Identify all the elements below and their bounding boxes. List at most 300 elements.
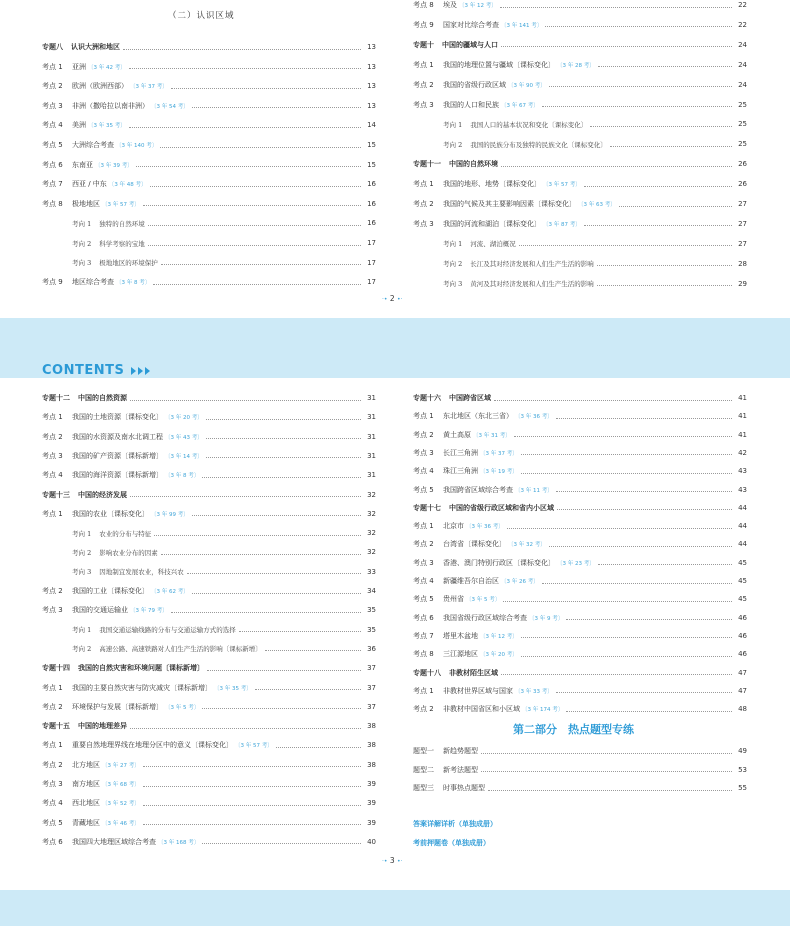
entry-title: 中国的自然环境	[449, 160, 498, 169]
dot-leader	[192, 593, 361, 594]
entry-title: 我国的地形、地势〔课标变化〕	[443, 180, 541, 189]
page-ref: 17	[367, 278, 376, 287]
page-ref: 46	[738, 631, 747, 640]
toc-entry-row	[42, 796, 376, 810]
entry-label: 考向 3	[443, 280, 463, 289]
toc-entry-row	[42, 700, 376, 714]
entry-label: 考向 2	[443, 260, 463, 269]
entry-title: 环境保护与发展〔课标新增〕	[72, 702, 163, 711]
exam-count-tag: 〔3 年 43 考〕	[165, 434, 203, 441]
dot-leader	[521, 656, 732, 657]
entry-label: 考点 5	[413, 485, 434, 494]
entry-label: 考点 5	[413, 595, 434, 604]
exam-count-tag: 〔3 年 174 考〕	[522, 707, 564, 714]
toc-direction-row	[413, 237, 747, 251]
dot-leader	[129, 68, 361, 69]
toc-entry-row	[413, 611, 747, 625]
toc-entry-row	[42, 681, 376, 695]
toc-topic-row	[413, 157, 747, 171]
entry-title: 埃及	[443, 1, 457, 9]
exam-count-tag: 〔3 年 54 考〕	[151, 103, 189, 110]
toc-entry-row	[42, 138, 376, 152]
exam-count-tag: 〔3 年 46 考〕	[102, 820, 140, 827]
entry-label: 考点 2	[42, 82, 63, 91]
page-ref: 27	[738, 219, 747, 228]
entry-label: 考点 4	[42, 121, 63, 130]
entry-title: 中国的地理差异	[78, 722, 127, 731]
page-ref: 13	[367, 43, 376, 51]
page-ref: 22	[738, 20, 747, 29]
entry-label: 考点 2	[413, 430, 434, 439]
exam-count-tag: 〔3 年 42 考〕	[88, 64, 126, 71]
dot-leader	[549, 86, 732, 87]
toc-entry-row	[413, 781, 747, 795]
toc-entry-row	[413, 409, 747, 423]
entry-title: 我国的矿产资源〔课标新增〕	[72, 451, 163, 460]
dot-leader	[557, 509, 732, 510]
exam-count-tag: 〔3 年 62 考〕	[151, 589, 189, 595]
entry-label: 考点 2	[413, 705, 434, 714]
entry-title: 我国的主要自然灾害与防灾减灾〔课标新增〕	[72, 683, 212, 692]
entry-title: 我国的省级行政区域	[443, 80, 506, 89]
toc-entry-row	[413, 684, 747, 698]
page-ref: 44	[738, 522, 747, 531]
dot-leader	[501, 46, 732, 47]
toc-topic-row	[413, 38, 747, 52]
dot-leader	[549, 546, 732, 547]
toc-direction-row	[413, 277, 747, 291]
exam-count-tag: 〔3 年 12 考〕	[480, 633, 518, 640]
page-ref: 35	[367, 606, 376, 615]
toc-entry-row	[413, 0, 747, 12]
entry-label: 考点 2	[413, 80, 434, 89]
toc-topic-row	[42, 488, 376, 502]
toc-direction-row	[413, 117, 747, 131]
page-ref: 27	[738, 200, 747, 208]
dot-leader	[619, 206, 732, 207]
toc-entry-row	[413, 629, 747, 643]
entry-title: 北京市	[443, 522, 464, 531]
entry-label: 考点 1	[413, 180, 434, 189]
page-ref: 15	[367, 160, 376, 169]
dot-leader	[202, 477, 361, 478]
page-ref: 38	[367, 722, 376, 731]
toc-entry-row	[42, 507, 376, 521]
page-ref: 14	[367, 121, 376, 130]
entry-label: 考向 1	[72, 219, 92, 228]
toc-direction-row	[42, 236, 376, 250]
exam-count-tag: 〔3 年 28 考〕	[557, 62, 595, 69]
toc-entry-row	[42, 158, 376, 172]
entry-label: 考向 2	[72, 645, 92, 654]
dot-leader	[566, 619, 732, 620]
toc-entry-row	[413, 428, 747, 442]
entry-label: 考点 3	[42, 606, 63, 615]
entry-title: 西亚 / 中东	[72, 180, 107, 189]
page-ref: 13	[367, 82, 376, 91]
entry-label: 考点 7	[42, 180, 63, 189]
page-ref: 35	[367, 625, 376, 634]
entry-title: 黄土高原	[443, 430, 471, 439]
page-ref: 37	[367, 664, 376, 673]
dot-leader	[488, 790, 732, 791]
dot-leader	[542, 106, 732, 107]
page-ref: 24	[738, 60, 747, 69]
entry-title: 中国跨省区域	[449, 394, 491, 402]
page-3	[0, 378, 790, 890]
dot-leader	[521, 473, 732, 474]
dot-leader	[161, 554, 361, 555]
entry-title: 北方地区	[72, 760, 100, 769]
dot-leader	[192, 107, 361, 108]
entry-label: 考点 1	[413, 412, 434, 421]
exam-count-tag: 〔3 年 8 考〕	[165, 473, 200, 480]
entry-label: 考点 6	[42, 160, 63, 169]
entry-label: 考点 2	[42, 432, 63, 441]
toc-direction-row	[42, 623, 376, 637]
exam-count-tag: 〔3 年 67 考〕	[501, 102, 539, 109]
exam-count-tag: 〔3 年 140 考〕	[116, 143, 158, 149]
page-ref: 43	[738, 485, 747, 494]
entry-title: 非教材陌生区域	[449, 668, 498, 677]
entry-label: 考点 4	[413, 577, 434, 585]
entry-label: 考点 3	[413, 558, 434, 567]
toc-entry-row	[42, 835, 376, 849]
entry-label: 考点 8	[42, 199, 63, 208]
page-ref: 37	[367, 683, 376, 692]
entry-label: 专题十五	[42, 722, 70, 731]
entry-label: 考向 1	[443, 240, 463, 249]
exam-count-tag: 〔3 年 52 考〕	[102, 801, 140, 808]
toc-entry-row	[42, 816, 376, 830]
entry-label: 考点 2	[42, 587, 63, 595]
dot-leader	[148, 225, 361, 226]
page-ref: 31	[367, 413, 376, 422]
entry-title: 西北地区	[72, 799, 100, 808]
dot-leader	[519, 245, 732, 246]
entry-label: 考点 5	[42, 818, 63, 827]
entry-title: 重要自然地理界线在地理分区中的意义〔课标变化〕	[72, 741, 233, 750]
dot-leader	[206, 457, 361, 458]
dot-leader	[566, 711, 732, 712]
dot-leader	[143, 805, 361, 806]
exam-count-tag: 〔3 年 19 考〕	[480, 469, 518, 476]
page-ref: 46	[738, 613, 747, 622]
entry-title: 我国的民族分布及独特的民族文化〔课标变化〕	[470, 140, 607, 149]
toc-topic-row	[413, 391, 747, 405]
toc-topic-row	[413, 501, 747, 515]
dot-leader	[143, 766, 361, 767]
entry-label: 考点 9	[42, 278, 63, 287]
page-ref: 44	[738, 540, 747, 549]
toc-entry-row	[42, 410, 376, 424]
dot-leader	[500, 7, 732, 8]
entry-label: 考向 1	[72, 626, 92, 635]
dot-leader	[136, 166, 361, 167]
page-ref: 26	[738, 160, 747, 169]
page-ref: 48	[738, 705, 747, 714]
toc-entry-row	[42, 99, 376, 113]
entry-title: 三江源地区	[443, 650, 478, 659]
page-ref: 37	[367, 702, 376, 711]
entry-label: 考点 3	[42, 451, 63, 460]
exam-count-tag: 〔3 年 99 考〕	[151, 511, 189, 518]
dot-leader	[598, 66, 732, 67]
entry-title: 我国的工业〔课标变化〕	[72, 587, 149, 595]
exam-count-tag: 〔3 年 27 考〕	[102, 762, 140, 769]
toc-topic-row	[42, 661, 376, 675]
page-ref: 28	[738, 259, 747, 268]
entry-title: 我国的海洋资源〔课标新增〕	[72, 471, 163, 480]
page-ref: 38	[367, 760, 376, 769]
toc-entry-row	[42, 79, 376, 93]
dot-leader	[143, 205, 361, 206]
page-ref: 22	[738, 1, 747, 9]
exam-count-tag: 〔3 年 87 考〕	[543, 221, 581, 228]
entry-title: 我国的自然灾害和环境问题〔课标新增〕	[78, 664, 204, 673]
dot-leader	[276, 747, 361, 748]
toc-entry-row	[413, 537, 747, 551]
dot-leader	[192, 515, 361, 516]
exam-count-tag: 〔3 年 37 考〕	[480, 450, 518, 457]
exam-count-tag: 〔3 年 35 考〕	[214, 685, 252, 692]
entry-title: 中国的疆域与人口	[442, 40, 498, 49]
toc-entry-row	[42, 449, 376, 463]
dot-leader	[598, 564, 732, 565]
entry-label: 题型三	[413, 784, 434, 792]
dot-leader	[143, 786, 361, 787]
page-ref: 41	[738, 412, 747, 421]
entry-label: 考点 4	[413, 467, 434, 476]
entry-title: 农业的分布与特征	[99, 529, 152, 538]
dot-leader	[202, 843, 361, 844]
entry-label: 考点 8	[413, 650, 434, 659]
toc-entry-row	[413, 78, 747, 92]
exam-count-tag: 〔3 年 57 考〕	[235, 743, 273, 750]
entry-title: 我国的农业〔课标变化〕	[72, 509, 149, 518]
dot-leader	[584, 186, 732, 187]
page-ref: 34	[367, 587, 376, 595]
exam-count-tag: 〔3 年 33 考〕	[515, 688, 553, 695]
entry-title: 时事热点题型	[443, 784, 485, 792]
dot-leader	[610, 146, 732, 147]
dot-leader	[556, 418, 732, 419]
page-ref: 32	[367, 490, 376, 499]
toc-entry-row	[42, 197, 376, 211]
toc-entry-row	[413, 592, 747, 606]
dot-leader	[130, 496, 361, 497]
dot-leader	[590, 126, 732, 127]
dot-leader	[130, 728, 361, 729]
page-ref: 15	[367, 141, 376, 149]
entry-label: 考点 1	[42, 741, 63, 750]
dot-leader	[556, 692, 732, 693]
entry-title: 极地地区	[72, 199, 100, 208]
exam-count-tag: 〔3 年 23 考〕	[557, 560, 595, 567]
exam-count-tag: 〔3 年 63 考〕	[578, 202, 616, 208]
toc-entry-row	[42, 430, 376, 444]
entry-label: 考点 7	[413, 631, 434, 640]
dot-leader	[206, 438, 361, 439]
toc-entry-row	[413, 446, 747, 460]
entry-label: 考向 2	[72, 239, 92, 248]
page-ref: 25	[738, 140, 747, 149]
dot-leader	[255, 689, 361, 690]
entry-title: 极地地区的环境保护	[99, 259, 158, 268]
page-ref: 13	[367, 101, 376, 110]
toc-entry-row	[42, 118, 376, 132]
dot-leader	[161, 264, 361, 265]
dot-leader	[481, 753, 732, 754]
toc-entry-row	[413, 483, 747, 497]
dot-leader	[501, 674, 732, 675]
entry-title: 认识大洲和地区	[71, 43, 120, 51]
entry-label: 考点 4	[42, 799, 63, 808]
entry-title: 非教材世界区域与国家	[443, 686, 513, 695]
entry-title: 我国人口的基本状况和变化〔课标变化〕	[470, 120, 588, 129]
bottom-band	[0, 890, 790, 926]
toc-entry-row	[413, 58, 747, 72]
answer-booklet-link: 答案详解详析（单独成册）	[413, 820, 497, 828]
page-ref: 33	[367, 567, 376, 576]
exam-count-tag: 〔3 年 141 考〕	[501, 22, 543, 29]
entry-title: 科学考察的宝地	[99, 239, 145, 248]
entry-label: 考向 1	[72, 529, 92, 538]
exam-count-tag: 〔3 年 14 考〕	[165, 453, 203, 460]
toc-direction-row	[42, 565, 376, 579]
entry-label: 考点 8	[413, 1, 434, 9]
entry-title: 中国的经济发展	[78, 490, 127, 499]
entry-title: 新趋势题型	[443, 747, 478, 755]
exam-count-tag: 〔3 年 35 考〕	[88, 123, 126, 130]
exam-count-tag: 〔3 年 31 考〕	[473, 432, 511, 439]
toc-entry-row	[413, 702, 747, 716]
toc-entry-row	[413, 217, 747, 231]
page-ref: 39	[367, 799, 376, 808]
entry-label: 考点 5	[42, 141, 63, 149]
page-number: ·• 3 •·	[382, 856, 403, 865]
entry-label: 考点 2	[42, 760, 63, 769]
entry-label: 考向 1	[443, 120, 463, 129]
dot-leader	[148, 245, 361, 246]
entry-label: 考向 2	[72, 548, 92, 557]
entry-label: 专题十二	[42, 394, 70, 402]
toc-direction-row	[413, 257, 747, 271]
exam-count-tag: 〔3 年 20 考〕	[165, 415, 203, 422]
page-ref: 16	[367, 199, 376, 208]
dot-leader	[481, 771, 732, 772]
page-ref: 46	[738, 650, 747, 659]
entry-title: 非教材中国省区和小区域	[443, 705, 520, 714]
page-ref: 44	[738, 503, 747, 512]
entry-title: 东南亚	[72, 160, 93, 169]
dot-leader	[584, 225, 732, 226]
entry-title: 地区综合考查	[72, 278, 114, 287]
dot-leader	[597, 285, 732, 286]
toc-topic-row	[413, 666, 747, 680]
entry-title: 长江三角洲	[443, 448, 478, 457]
toc-entry-row	[413, 763, 747, 777]
entry-label: 考点 3	[413, 100, 434, 109]
toc-entry-row	[42, 758, 376, 772]
exam-count-tag: 〔3 年 79 考〕	[130, 608, 168, 615]
entry-label: 专题十六	[413, 394, 441, 402]
toc-entry-row	[413, 519, 747, 533]
page-ref: 31	[367, 394, 376, 402]
exam-count-tag: 〔3 年 12 考〕	[459, 3, 497, 9]
exam-count-tag: 〔3 年 5 考〕	[466, 597, 501, 604]
exam-count-tag: 〔3 年 20 考〕	[480, 652, 518, 659]
page-ref: 25	[738, 120, 747, 129]
dot-leader	[503, 601, 732, 602]
dot-leader	[123, 49, 361, 50]
entry-label: 专题十八	[413, 668, 441, 677]
toc-entry-row	[413, 98, 747, 112]
page-ref: 36	[367, 644, 376, 653]
entry-title: 我国的人口和民族	[443, 100, 499, 109]
page-ref: 16	[367, 180, 376, 189]
entry-title: 青藏地区	[72, 818, 100, 827]
page-ref: 45	[738, 558, 747, 567]
entry-label: 考点 3	[413, 219, 434, 228]
dot-leader	[545, 26, 732, 27]
toc-topic-row	[42, 719, 376, 733]
entry-title: 影响农业分布的因素	[99, 548, 158, 557]
entry-title: 美洲	[72, 121, 86, 130]
exam-count-tag: 〔3 年 8 考〕	[116, 280, 151, 287]
toc-entry-row	[413, 744, 747, 758]
entry-title: 河流、湖泊概况	[470, 240, 516, 249]
entry-title: 我国的水资源及南水北调工程	[72, 432, 163, 441]
dot-leader	[542, 583, 732, 584]
part-two-title: 第二部分 热点题型专练	[513, 723, 634, 736]
page-ref: 17	[367, 239, 376, 247]
entry-label: 考点 1	[42, 683, 63, 692]
entry-title: 我国省级行政区域综合考查	[443, 613, 527, 622]
mock-exam-link: 考前押题卷（单独成册）	[413, 839, 490, 847]
entry-label: 考点 1	[42, 413, 63, 422]
page-ref: 53	[738, 765, 747, 774]
entry-title: 中国的省级行政区域和省内小区域	[449, 503, 554, 512]
toc-entry-row	[413, 464, 747, 478]
entry-label: 考点 3	[413, 448, 434, 457]
page-ref: 31	[367, 451, 376, 460]
entry-title: 我国的地理位置与疆域〔课标变化〕	[443, 60, 555, 69]
page-ref: 41	[738, 394, 747, 402]
dot-leader	[130, 400, 361, 401]
entry-title: 我国四大地理区域综合考查	[72, 837, 156, 846]
entry-title: 我国交通运输线路的分布与交通运输方式的选择	[99, 626, 236, 635]
entry-label: 专题十三	[42, 490, 70, 499]
entry-label: 考点 1	[42, 509, 63, 518]
dot-leader	[154, 535, 361, 536]
page-ref: 55	[738, 784, 747, 792]
page-ref: 40	[367, 837, 376, 846]
exam-count-tag: 〔3 年 57 考〕	[102, 201, 140, 208]
dot-leader	[171, 88, 361, 89]
entry-title: 黄河及其对经济发展和人们生产生活的影响	[470, 280, 594, 289]
entry-title: 珠江三角洲	[443, 467, 478, 476]
entry-label: 考点 2	[413, 540, 434, 549]
entry-label: 考点 1	[413, 686, 434, 695]
exam-count-tag: 〔3 年 36 考〕	[466, 524, 504, 531]
page-2	[0, 0, 790, 318]
page-ref: 26	[738, 180, 747, 189]
entry-title: 欧洲（欧洲西部）	[72, 82, 128, 91]
entry-title: 非洲（撒哈拉以南非洲）	[72, 101, 149, 110]
entry-title: 我国的气候及其主要影响因素〔课标变化〕	[443, 200, 576, 208]
exam-count-tag: 〔3 年 26 考〕	[501, 579, 539, 585]
